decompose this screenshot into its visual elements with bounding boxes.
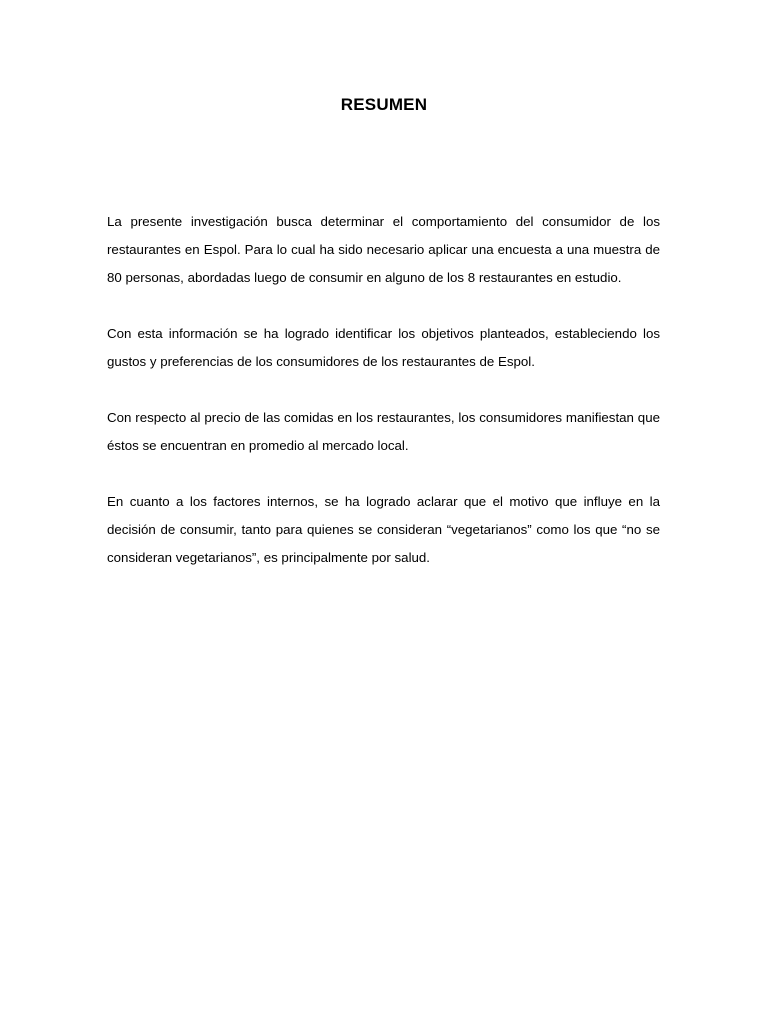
paragraph-3: Con respecto al precio de las comidas en los restaurantes, los consumidores manifiestan que éstos se encuentran en promedio al mercado local. bbox=[107, 410, 660, 453]
paragraph-1: La presente investigación busca determinar el comportamiento del consumidor de los restaurantes en Espol. Para lo cual ha sido necesario aplicar una encuesta a una muestra de 80 personas, abordadas luego de consumir en alguno de los 8 restaurantes en estudio. bbox=[107, 214, 660, 285]
paragraph-2: Con esta información se ha logrado identificar los objetivos planteados, estableciendo los gustos y preferencias de los consumidores de los restaurantes de Espol. bbox=[107, 326, 660, 369]
page-title: RESUMEN bbox=[340, 95, 428, 114]
paragraph-4: En cuanto a los factores internos, se ha logrado aclarar que el motivo que influye en la decisión de consumir, tanto para quienes se consideran “vegetarianos” como los que “no se consideran vegetarianos”, es principalmente por salud. bbox=[107, 494, 660, 565]
document-body bbox=[107, 208, 660, 600]
